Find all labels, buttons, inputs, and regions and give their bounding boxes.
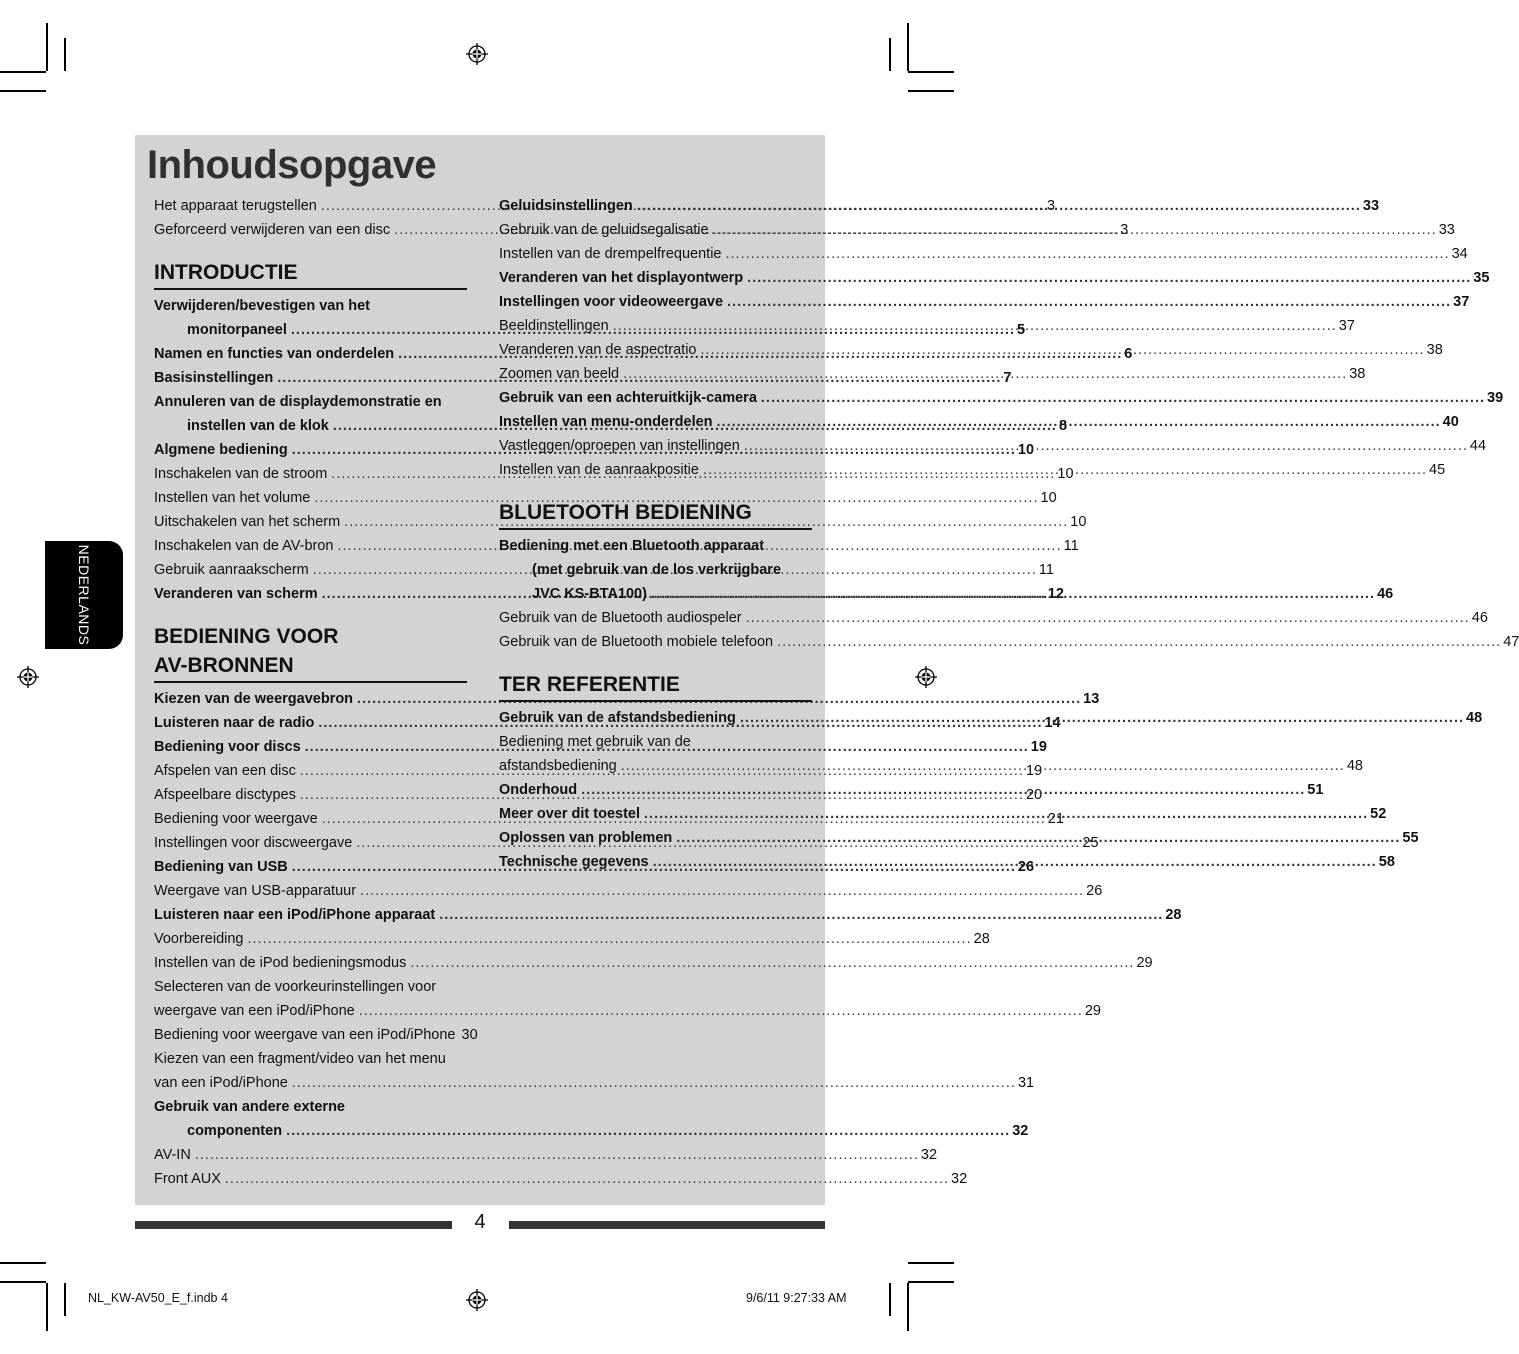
toc-entry-page: 19	[1030, 739, 1047, 755]
toc-entry-page: 25	[1082, 835, 1099, 851]
toc-entry-title: van een iPod/iPhone	[154, 1075, 288, 1091]
toc-entry-page: 20	[1025, 787, 1043, 803]
toc-entry-page: 33	[1362, 198, 1380, 214]
crop-mark	[46, 23, 48, 71]
toc-entry[interactable]	[499, 194, 1380, 218]
toc-entry-page: 58	[1378, 854, 1395, 870]
crop-mark	[46, 1283, 48, 1331]
toc-entry-page: 28	[1165, 907, 1182, 923]
toc-entry-page: 5	[1017, 322, 1026, 338]
toc-entry[interactable]	[154, 999, 1101, 1023]
toc-entry-page: 7	[1003, 370, 1012, 386]
toc-entry-title: instellen van de klok	[187, 418, 329, 434]
toc-dot-leader	[717, 410, 1441, 434]
page-title: Inhoudsopgave	[147, 143, 437, 187]
toc-entry-title: Afspeelbare disctypes	[154, 787, 296, 803]
toc-entry[interactable]	[499, 362, 1366, 386]
toc-entry-title: Veranderen van het displayontwerp	[499, 270, 744, 286]
toc-dot-leader	[761, 386, 1485, 410]
toc-entry-page: 39	[1487, 390, 1504, 406]
toc-entry-page: 33	[1438, 222, 1455, 238]
toc-entry-page: 3	[1120, 222, 1129, 238]
toc-entry[interactable]	[499, 338, 1443, 362]
crop-mark	[907, 23, 909, 71]
footer-file-name: NL_KW-AV50_E_f.indb 4	[88, 1291, 228, 1305]
toc-dot-leader	[613, 314, 1337, 338]
toc-entry-title: Instellen van de aanraakpositie	[499, 462, 699, 478]
toc-dot-leader	[651, 582, 1375, 606]
toc-entry-page: 6	[1124, 346, 1133, 362]
footer-timestamp: 9/6/11 9:27:33 AM	[746, 1291, 847, 1305]
toc-entry-title: Instellen van de drempelfrequentie	[499, 246, 722, 262]
toc-entry[interactable]	[499, 410, 1459, 434]
language-label: NEDERLANDS	[76, 544, 92, 646]
toc-entry[interactable]	[499, 314, 1355, 338]
toc-dot-leader	[740, 706, 1464, 730]
toc-entry-title: JVC KS-BTA100)	[532, 586, 647, 602]
language-side-tab	[45, 541, 123, 649]
toc-entry-page: 45	[1429, 462, 1446, 478]
crop-mark	[64, 38, 66, 71]
toc-entry-page: 55	[1402, 830, 1419, 846]
toc-entry-page: 32	[920, 1147, 938, 1163]
section-heading-av-bronnen	[154, 618, 467, 683]
toc-dot-leader	[439, 903, 1163, 927]
toc-dot-leader	[637, 194, 1361, 218]
crop-mark	[64, 1283, 66, 1316]
toc-entry-page: 12	[1047, 586, 1064, 602]
toc-entry-title: Oplossen van problemen	[499, 830, 673, 846]
toc-entry[interactable]	[154, 879, 1103, 903]
toc-entry-title: Luisteren naar een iPod/iPhone apparaat	[154, 907, 436, 923]
toc-entry-page: 46	[1377, 586, 1394, 602]
toc-dot-leader	[713, 218, 1437, 242]
registration-mark-icon	[466, 1289, 488, 1311]
toc-entry-page: 3	[1046, 198, 1056, 214]
section-heading-introductie-text: INTRODUCTIE	[154, 261, 298, 284]
section-heading-bluetooth	[499, 494, 812, 530]
crop-mark	[0, 71, 46, 73]
toc-entry[interactable]	[499, 290, 1470, 314]
toc-entry-page: 19	[1026, 763, 1043, 779]
section-heading-referentie-text: TER REFERENTIE	[499, 673, 680, 696]
toc-entry-page: 28	[973, 931, 990, 947]
toc-entry-page: 10	[1057, 466, 1074, 482]
crop-mark	[889, 38, 891, 71]
toc-entry-line: Bediening met een Bluetooth apparaat	[499, 538, 765, 554]
toc-entry[interactable]	[499, 218, 1455, 242]
toc-entry[interactable]	[499, 386, 1504, 410]
toc-dot-leader	[286, 1119, 1010, 1143]
toc-entry-page: 37	[1453, 294, 1470, 310]
toc-entry-title: Algmene bediening	[154, 442, 288, 458]
toc-dot-leader	[744, 434, 1468, 458]
toc-entry[interactable]	[499, 630, 1519, 654]
toc-dot-leader	[703, 458, 1427, 482]
toc-entry-page: 13	[1083, 691, 1100, 707]
toc-entry-page: 29	[1084, 1003, 1101, 1019]
toc-entry-title: Namen en functies van onderdelen	[154, 346, 395, 362]
toc-entry-line: Verwijderen/bevestigen van het	[154, 298, 370, 314]
toc-entry-page: 8	[1058, 418, 1068, 434]
toc-entry-page: 32	[951, 1171, 968, 1187]
toc-entry-page: 52	[1370, 806, 1387, 822]
toc-entry-line: Annuleren van de displaydemonstratie en	[154, 394, 442, 410]
toc-entry-page: 38	[1426, 342, 1443, 358]
crop-mark	[908, 90, 954, 92]
toc-dot-leader	[581, 778, 1305, 802]
footer-bar-left	[135, 1221, 452, 1229]
toc-entry-title: Instellen van de iPod bedieningsmodus	[154, 955, 407, 971]
toc-entry-title: Gebruik van de geluidsegalisatie	[499, 222, 709, 238]
toc-entry-title: Weergave van USB-apparatuur	[154, 883, 357, 899]
toc-dot-leader	[727, 290, 1451, 314]
toc-entry-page: 34	[1451, 246, 1468, 262]
toc-entry-page: 26	[1017, 859, 1035, 875]
toc-entry-title: Geforceerd verwijderen van een disc	[154, 222, 391, 238]
toc-entry-title: Voorbereiding	[154, 931, 244, 947]
toc-dot-leader	[701, 338, 1425, 362]
toc-entry[interactable]	[499, 606, 1488, 630]
footer-bar-right	[509, 1221, 825, 1229]
toc-entry-title: Instellen van het volume	[154, 490, 311, 506]
toc-entry-title: Afspelen van een disc	[154, 763, 296, 779]
toc-entry-title: Gebruik van de Bluetooth mobiele telefoon	[499, 634, 774, 650]
crop-mark	[0, 1281, 46, 1283]
toc-entry-page: 44	[1469, 438, 1487, 454]
toc-entry-title: Gebruik van de afstandsbediening	[499, 710, 736, 726]
toc-entry-page: 10	[1070, 514, 1087, 530]
toc-dot-leader	[746, 606, 1470, 630]
toc-dot-leader	[621, 754, 1345, 778]
toc-entry-title: Inschakelen van de AV-bron	[154, 538, 334, 554]
toc-entry-title: Gebruik aanraakscherm	[154, 562, 309, 578]
toc-entry-page: 51	[1307, 782, 1324, 798]
toc-dot-leader	[292, 1071, 1016, 1095]
toc-entry-title: monitorpaneel	[187, 322, 287, 338]
toc-entry-page: 10	[1017, 442, 1035, 458]
toc-dot-leader	[623, 362, 1347, 386]
toc-dot-leader	[195, 1143, 919, 1167]
toc-entry[interactable]	[154, 903, 1182, 927]
toc-entry-line: Bediening met gebruik van de	[499, 734, 691, 750]
toc-entry[interactable]	[499, 266, 1490, 290]
toc-entry-title: Kiezen van de weergavebron	[154, 691, 354, 707]
toc-entry-title: AV-IN	[154, 1147, 191, 1163]
toc-entry-title: Onderhoud	[499, 782, 578, 798]
toc-entry-title: Bediening van USB	[154, 859, 288, 875]
toc-entry-title: Technische gegevens	[499, 854, 649, 870]
toc-entry-title: afstandsbediening	[499, 758, 617, 774]
crop-mark	[889, 1283, 891, 1316]
toc-entry-title: Zoomen van beeld	[499, 366, 620, 382]
toc-entry-title: Veranderen van de aspectratio	[499, 342, 697, 358]
toc-entry-title: Bediening voor weergave van een iPod/iPhone	[154, 1027, 456, 1043]
toc-entry-title: Bediening voor discs	[154, 739, 301, 755]
toc-entry[interactable]	[499, 242, 1468, 266]
toc-entry-page: 32	[1012, 1123, 1029, 1139]
toc-dot-leader	[359, 999, 1083, 1023]
crop-mark	[908, 1262, 954, 1264]
toc-entry-title: Basisinstellingen	[154, 370, 274, 386]
toc-entry[interactable]	[154, 1023, 478, 1047]
section-gap	[499, 482, 812, 494]
toc-entry-title: Beeldinstellingen	[499, 318, 609, 334]
toc-entry-title: Bediening voor weergave	[154, 811, 318, 827]
section-heading-av-bronnen-text: AV-BRONNEN	[154, 654, 294, 677]
toc-entry-title: Het apparaat terugstellen	[154, 198, 317, 214]
toc-entry[interactable]	[154, 927, 990, 951]
toc-entry-line: Gebruik van andere externe	[154, 1099, 345, 1115]
toc-entry[interactable]	[154, 1167, 968, 1191]
toc-dot-leader	[410, 951, 1134, 975]
toc-dot-leader	[360, 879, 1084, 903]
toc-entry-page: 48	[1346, 758, 1363, 774]
section-heading-referentie	[499, 666, 812, 702]
toc-entry[interactable]	[154, 687, 1100, 711]
toc-entry-title: Gebruik van de Bluetooth audiospeler	[499, 610, 742, 626]
toc-entry-title: Gebruik van een achteruitkijk-camera	[499, 390, 757, 406]
crop-mark	[908, 71, 954, 73]
toc-entry-page: 26	[1086, 883, 1103, 899]
toc-entry-page: 30	[461, 1027, 478, 1043]
toc-entry-title: Vastleggen/oproepen van instellingen	[499, 438, 740, 454]
toc-entry-title: weergave van een iPod/iPhone	[154, 1003, 355, 1019]
toc-entry-title: Luisteren naar de radio	[154, 715, 315, 731]
toc-entry-page: 47	[1503, 634, 1519, 650]
toc-entry-line: (met gebruik van de los verkrijgbare	[532, 562, 782, 578]
toc-dot-leader	[644, 802, 1368, 826]
toc-entry-title: Instellingen voor videoweergave	[499, 294, 724, 310]
page-number: 4	[474, 1211, 486, 1233]
toc-entry-title: Front AUX	[154, 1171, 221, 1187]
toc-entry-title: Instellingen voor discweergave	[154, 835, 353, 851]
toc-entry-page: 14	[1044, 715, 1061, 731]
toc-entry-title: Veranderen van scherm	[154, 586, 318, 602]
registration-mark-icon	[466, 43, 488, 65]
section-gap	[154, 606, 467, 618]
toc-entry-page: 48	[1466, 710, 1483, 726]
toc-entry-page: 37	[1338, 318, 1355, 334]
toc-entry-page: 21	[1047, 811, 1064, 827]
section-heading-bluetooth-text: BLUETOOTH BEDIENING	[499, 501, 752, 524]
toc-entry-title: Meer over dit toestel	[499, 806, 641, 822]
toc-entry[interactable]	[154, 486, 1057, 510]
toc-entry[interactable]	[154, 951, 1153, 975]
toc-entry-title: Geluidsinstellingen	[499, 198, 633, 214]
toc-entry-page: 29	[1136, 955, 1153, 971]
toc-entry-page: 31	[1017, 1075, 1035, 1091]
toc-entry[interactable]	[154, 1119, 1029, 1143]
toc-dot-leader	[777, 630, 1501, 654]
registration-mark-icon	[915, 666, 937, 688]
toc-entry[interactable]	[154, 1071, 1035, 1095]
toc-dot-leader	[248, 927, 972, 951]
toc-dot-leader	[653, 850, 1377, 874]
section-gap	[154, 242, 467, 254]
toc-entry-page: 38	[1349, 366, 1366, 382]
toc-dot-leader	[225, 1167, 949, 1191]
section-heading-introductie	[154, 254, 467, 290]
toc-entry[interactable]	[154, 1143, 938, 1167]
toc-dot-leader	[676, 826, 1400, 850]
toc-dot-leader	[725, 242, 1449, 266]
toc-entry-page: 11	[1038, 562, 1054, 578]
toc-entry-page: 35	[1473, 270, 1490, 286]
crop-mark	[0, 1262, 46, 1264]
section-heading-av-bronnen-text: BEDIENING VOOR	[154, 625, 339, 648]
crop-mark	[0, 90, 46, 92]
toc-entry-title: Inschakelen van de stroom	[154, 466, 328, 482]
registration-mark-icon	[17, 666, 39, 688]
crop-mark	[908, 1281, 954, 1283]
toc-entry-title: Instellen van menu-onderdelen	[499, 414, 713, 430]
toc-entry-title: Uitschakelen van het scherm	[154, 514, 341, 530]
toc-entry-page: 10	[1040, 490, 1057, 506]
crop-mark	[907, 1283, 909, 1331]
toc-entry-page: 11	[1063, 538, 1079, 554]
toc-entry-page: 40	[1442, 414, 1459, 430]
toc-entry-line: Selecteren van de voorkeurinstellingen voor	[154, 979, 437, 995]
toc-entry-page: 46	[1471, 610, 1488, 626]
toc-entry-title: componenten	[187, 1123, 283, 1139]
toc-entry-line: Kiezen van een fragment/video van het menu	[154, 1051, 446, 1067]
section-gap	[499, 654, 812, 666]
toc-dot-leader	[747, 266, 1471, 290]
